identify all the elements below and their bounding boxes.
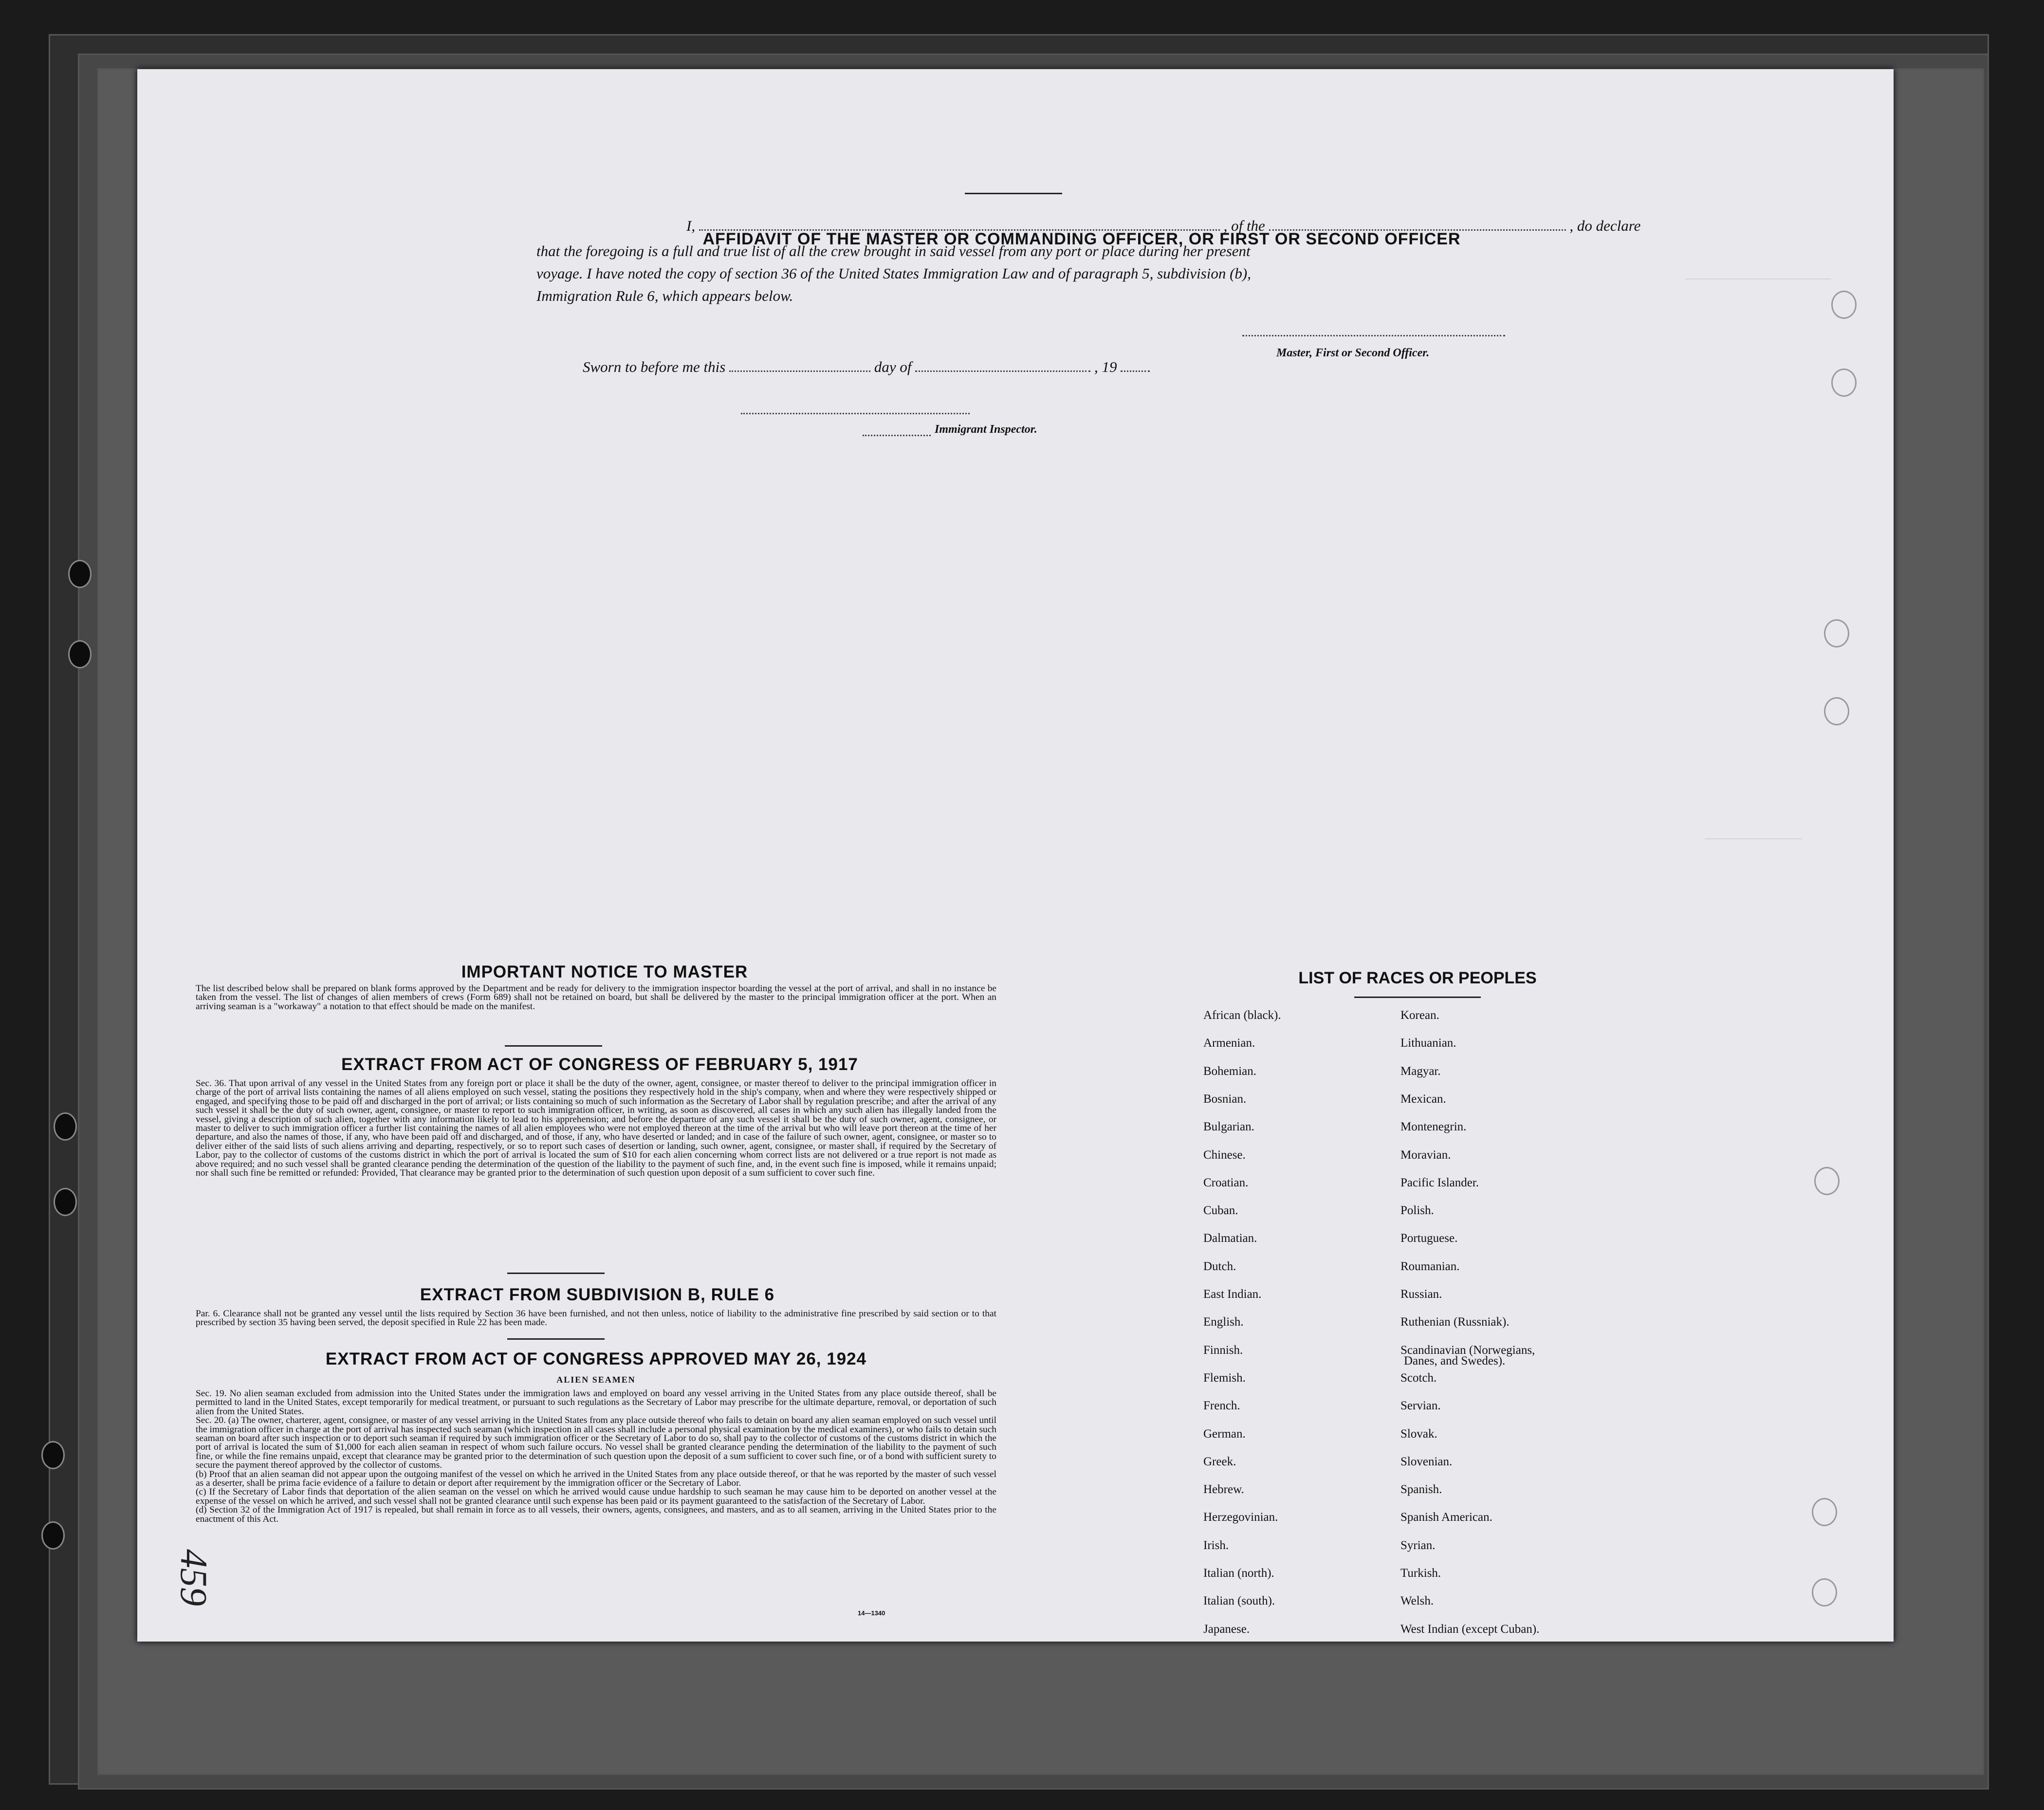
race-item: Montenegrin. (1400, 1120, 1467, 1133)
race-item: Greek. (1203, 1455, 1236, 1468)
divider (965, 193, 1062, 194)
punch-hole (1824, 697, 1849, 725)
binder-hole (54, 1112, 77, 1141)
punch-hole (1812, 1498, 1837, 1526)
affidavit-line3: voyage. I have noted the copy of section 36 of the United States Immigration Law and of paragraph 5, subdivision (b), (536, 265, 1251, 282)
race-item: Moravian. (1400, 1148, 1451, 1162)
extract-1924-body (196, 1389, 996, 1524)
race-item: German. (1203, 1427, 1246, 1441)
extract-1924-sec20c: (c) If the Secretary of Labor finds that deportation of the alien seaman on the vessel on which he arrived would cause undue hardship to such seaman he may cause him to be deported on another vessel at the expense of the vessel on which he arrived, and such vessel shall not be granted clearance until such expense has been paid or its payment guaranteed to the satisfaction of the Secretary of Labor. (196, 1487, 996, 1506)
day-of-label: day of (874, 358, 912, 375)
handwritten-number-mark (147, 1539, 244, 1617)
race-item: Polish. (1400, 1204, 1434, 1217)
race-item: Syrian. (1400, 1539, 1436, 1552)
race-item: Roumanian. (1400, 1260, 1460, 1273)
extract-1924-subtitle: ALIEN SEAMEN (556, 1375, 636, 1385)
race-item: Japanese. (1203, 1623, 1250, 1636)
races-title: LIST OF RACES OR PEOPLES (1298, 969, 1537, 987)
race-item: West Indian (except Cuban). (1400, 1623, 1540, 1636)
divider (1354, 997, 1481, 998)
extract-1917-text: Sec. 36. That upon arrival of any vessel in the United States from any foreign port or place it shall be the duty of the owner, agent, consignee, or master thereof to deliver to the principal immigration officer in charge of the port of arrival lists containing the names of all aliens employed on such vessel, stating the positions they respectively hold in the ship's company, when and where they were respectively shipped or engaged, and specifying those to be paid off and discharged in the port of arrival; or lists containing so much of such information as the Secretary of Labor shall by regulation prescribe; and after the arrival of any such vessel it shall be the duty of such owner, agent, consignee, or master to report to such immigration officer, in writing, as soon as discovered, all cases in which any such alien has illegally landed from the vessel, giving a description of such alien, together with any information likely to lead to his apprehension; and before the departure of any such vessel it shall be the duty of such owner, agent, consignee, or master to deliver to such immigration officer a further list containing the names of all alien employees who were not employed thereon at the time of the arrival but who will leave port thereon at the time of her departure, and also the names of those, if any, who have been paid off and discharged, and of those, if any, who have deserted or landed; and in case of the failure of such owner, agent, consignee, or master so to deliver either of the said lists of such aliens arriving and departing, respectively, or so to report such cases of desertion or landing, such owner, agent, consignee, or master shall, if required by the Secretary of Labor, pay to the collector of customs of the customs district in which the port of arrival is located the sum of $10 for each alien concerning whom correct lists are not delivered or a true report is not made as above required; and no such vessel shall be granted clearance pending the determination of the question of the liability to the payment of such fine, and, in the event such fine is imposed, while it remains unpaid; nor shall such fine be remitted or refunded: Provided, That clearance may be granted prior to the determination of such question upon deposit of a sum sufficient to cover such fine. (196, 1078, 996, 1179)
binder-hole (41, 1441, 65, 1469)
race-item: Dalmatian. (1203, 1232, 1257, 1245)
binder-hole (68, 640, 92, 668)
race-item: Servian. (1400, 1399, 1441, 1412)
race-item: Bohemian. (1203, 1065, 1257, 1078)
extract-rule6-text: Par. 6. Clearance shall not be granted any vessel until the lists required by Section 36 have been furnished, and not then unless, notice of liability to the administrative fine prescribed by said section or to that prescribed by section 35 having been served, the deposit specified in Rule 22 has been made. (196, 1309, 996, 1328)
of-the-label: , of the (1223, 217, 1265, 234)
master-signature-field[interactable] (1242, 322, 1505, 336)
handwritten-number: 459 (173, 1549, 215, 1606)
form-number: 14—1340 (858, 1609, 885, 1617)
document-page (137, 69, 1894, 1642)
race-item: Bulgarian. (1203, 1120, 1254, 1133)
race-item: Welsh. (1400, 1594, 1434, 1607)
bleed-through-mark (1705, 838, 1802, 839)
vessel-field[interactable] (1269, 217, 1566, 231)
punch-hole (1831, 369, 1857, 397)
notice-title: IMPORTANT NOTICE TO MASTER (461, 962, 748, 981)
name-field[interactable] (699, 217, 1220, 231)
race-item: Ruthenian (Russniak). (1400, 1315, 1510, 1329)
race-item: Croatian. (1203, 1176, 1249, 1189)
divider (505, 1045, 602, 1047)
sworn-year-field[interactable] (1121, 358, 1150, 372)
race-item: Scotch. (1400, 1371, 1437, 1385)
race-item: Lithuanian. (1400, 1036, 1456, 1050)
extract-1924-title: EXTRACT FROM ACT OF CONGRESS APPROVED MAY 26, 1924 (325, 1349, 867, 1368)
race-item: Armenian. (1203, 1036, 1255, 1050)
race-item: Pacific Islander. (1400, 1176, 1479, 1189)
notice-text: The list described below shall be prepared on blank forms approved by the Department and be ready for delivery to the immigration inspector boarding the vessel at the port of arrival, and shall in no instance be taken from the vessel. The list of changes of alien members of crews (Form 689) shall not be retained on board, but shall be delivered by the master to the principal immigration officer at the port. When an arriving seaman is a "workaway" a notation to that effect should be made on the manifest. (196, 983, 996, 1012)
affidavit-line4: Immigration Rule 6, which appears below. (536, 287, 793, 304)
divider (507, 1273, 605, 1274)
race-item: Turkish. (1400, 1567, 1441, 1580)
race-item: Irish. (1203, 1539, 1229, 1552)
extract-1924-sec20b: (b) Proof that an alien seaman did not appear upon the outgoing manifest of the vessel on which he arrived in the United States from any place outside thereof, or that he was reported by the master of such vessel as a deserter, shall be prima facie evidence of a failure to detain or deport after requirement by the immigration officer or the Secretary of Labor. (196, 1469, 996, 1489)
year-prefix: , 19 (1094, 358, 1117, 375)
inspector-dots (863, 422, 931, 436)
punch-hole (1814, 1167, 1840, 1195)
inspector-caption: Immigrant Inspector. (935, 423, 1037, 436)
race-item: Russian. (1400, 1288, 1442, 1301)
race-item: Magyar. (1400, 1065, 1441, 1078)
race-item: Korean. (1400, 1009, 1439, 1022)
sworn-label: Sworn to before me this (583, 358, 726, 375)
affidavit-line2: that the foregoing is a full and true list of all the crew brought in said vessel from any port or place during her present (536, 242, 1251, 259)
race-item: Scandinavian (Norwegians, (1400, 1344, 1535, 1357)
divider (507, 1338, 605, 1340)
affidavit-title: AFFIDAVIT OF THE MASTER OR COMMANDING OFFICER, OR FIRST OR SECOND OFFICER (702, 230, 1461, 248)
race-item: East Indian. (1203, 1288, 1262, 1301)
race-item: Bosnian. (1203, 1092, 1247, 1106)
binder-hole (68, 560, 92, 588)
race-item: African (black). (1203, 1009, 1281, 1022)
race-item: Spanish American. (1400, 1511, 1492, 1524)
race-item: Italian (north). (1203, 1567, 1274, 1580)
race-item: Italian (south). (1203, 1594, 1275, 1607)
race-item-continuation: Danes, and Swedes). (1404, 1354, 1506, 1367)
affidavit-line1 (546, 215, 1656, 237)
race-item: French. (1203, 1399, 1240, 1412)
race-item: Mexican. (1400, 1092, 1446, 1106)
race-item: Portuguese. (1400, 1232, 1458, 1245)
punch-hole (1812, 1578, 1837, 1607)
do-declare-label: , do declare (1569, 217, 1641, 234)
extract-1924-sec19: Sec. 19. No alien seaman excluded from admission into the United States under the immigration laws and employed on board any vessel arriving in the United States from any place outside thereof, shall be permitted to land in the United States, except temporarily for medical treatment, or pursuant to such regulations as the Secretary of Labor may prescribe for the ultimate departure, removal, or deportation of such alien from the United States. (196, 1388, 996, 1417)
race-item: Hebrew. (1203, 1483, 1244, 1496)
race-item: Chinese. (1203, 1148, 1246, 1162)
master-caption: Master, First or Second Officer. (1276, 347, 1430, 359)
bleed-through-mark (1685, 278, 1831, 279)
binder-hole (41, 1521, 65, 1550)
race-item: Slovenian. (1400, 1455, 1453, 1468)
race-item: Slovak. (1400, 1427, 1437, 1441)
race-item: Dutch. (1203, 1260, 1236, 1273)
sworn-line (583, 356, 1362, 378)
inspector-signature-field[interactable] (741, 400, 970, 414)
i-label: I, (686, 217, 696, 234)
extract-1917-title: EXTRACT FROM ACT OF CONGRESS OF FEBRUARY 5, 1917 (341, 1055, 858, 1074)
punch-hole (1831, 291, 1857, 319)
extract-1924-sec20a: Sec. 20. (a) The owner, charterer, agent, consignee, or master of any vessel arriving in the United States from any place outside thereof who fails to detain on board any alien seaman employed on such vessel until the immigration officer in charge at the port of arrival has inspected such seaman (which inspection in all cases shall include a personal physical examination by the medical examiners), or who fails to detain such seaman on board after such inspection or to deport such seaman if required by such immigration officer or the Secretary of Labor to do so, shall pay to the collector of customs of the customs district in which the port of arrival is located the sum of $1,000 for each alien seaman in respect of whom such failure occurs. No vessel shall be granted clearance pending the determination of the liability to the payment of such fine, or while the fine remains unpaid, except that clearance may be granted prior to the determination of such question upon the deposit of a sum sufficient to cover such fine, or of a bond with sufficient surety to secure the payment thereof approved by the collector of customs. (196, 1415, 996, 1471)
race-item: Cuban. (1203, 1204, 1238, 1217)
sworn-day-field[interactable] (729, 358, 870, 372)
extract-rule6-title: EXTRACT FROM SUBDIVISION B, RULE 6 (420, 1285, 775, 1304)
race-item: Finnish. (1203, 1344, 1243, 1357)
race-item: Spanish. (1400, 1483, 1442, 1496)
extract-1924-sec20d: (d) Section 32 of the Immigration Act of 1917 is repealed, but shall remain in force as to all vessels, their owners, agents, consignees, and masters, and as to all seamen, arriving in the United States prior to the enactment of this Act. (196, 1505, 996, 1524)
punch-hole (1824, 619, 1849, 647)
sworn-month-field[interactable] (915, 358, 1090, 372)
race-item: Herzegovinian. (1203, 1511, 1278, 1524)
binder-hole (54, 1188, 77, 1216)
race-item: English. (1203, 1315, 1244, 1329)
race-item: Flemish. (1203, 1371, 1246, 1385)
